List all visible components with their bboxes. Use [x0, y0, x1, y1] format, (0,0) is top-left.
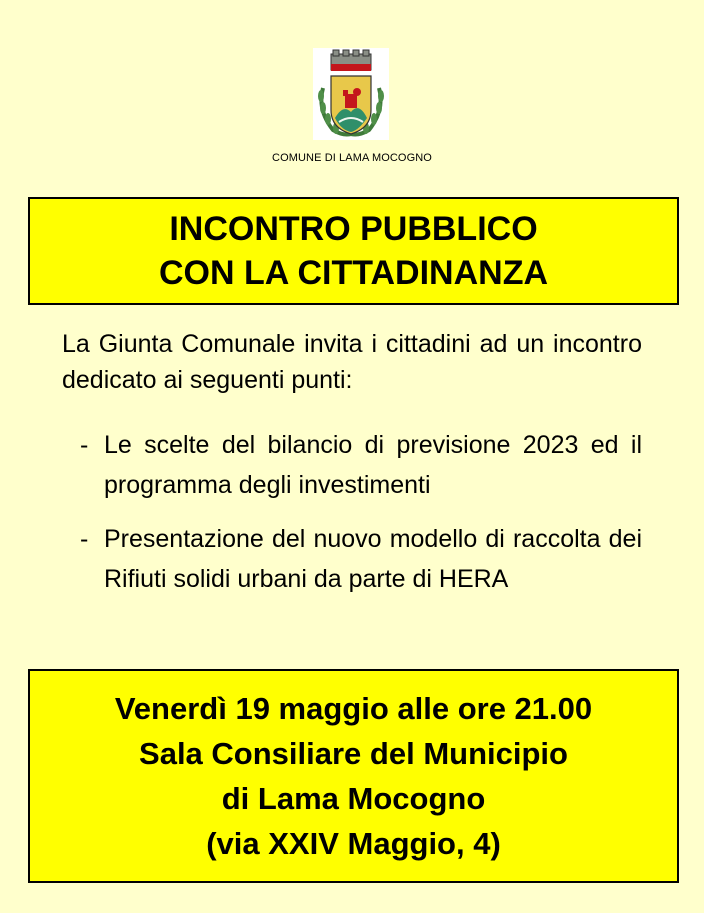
event-town: di Lama Mocogno	[221, 781, 486, 816]
agenda-item-1-text: Le scelte del bilancio di previsione 2023 ed il programma degli investimenti	[104, 431, 642, 499]
coat-of-arms-icon	[313, 48, 389, 140]
event-date-time: Venerdì 19 maggio alle ore 21.00	[114, 691, 593, 726]
event-venue: Sala Consiliare del Municipio	[139, 736, 568, 771]
agenda-item-2-text: Presentazione del nuovo modello di raccolta dei Rifiuti solidi urbani da parte di HERA	[104, 525, 642, 593]
bullet-dash: -	[80, 525, 89, 553]
intro-paragraph: La Giunta Comunale invita i cittadini ad un incontro dedicato ai seguenti punti:	[62, 330, 642, 394]
title-line-1: INCONTRO PUBBLICO	[169, 210, 538, 248]
agenda-item-2	[80, 519, 642, 599]
title-line-2: CON LA CITTADINANZA	[158, 254, 549, 292]
municipality-name: COMUNE DI LAMA MOCOGNO	[272, 152, 432, 164]
event-details-box	[28, 669, 679, 883]
bullet-dash: -	[80, 431, 89, 459]
title-banner	[28, 197, 679, 305]
event-address: (via XXIV Maggio, 4)	[206, 826, 501, 861]
agenda-item-1	[80, 425, 642, 505]
